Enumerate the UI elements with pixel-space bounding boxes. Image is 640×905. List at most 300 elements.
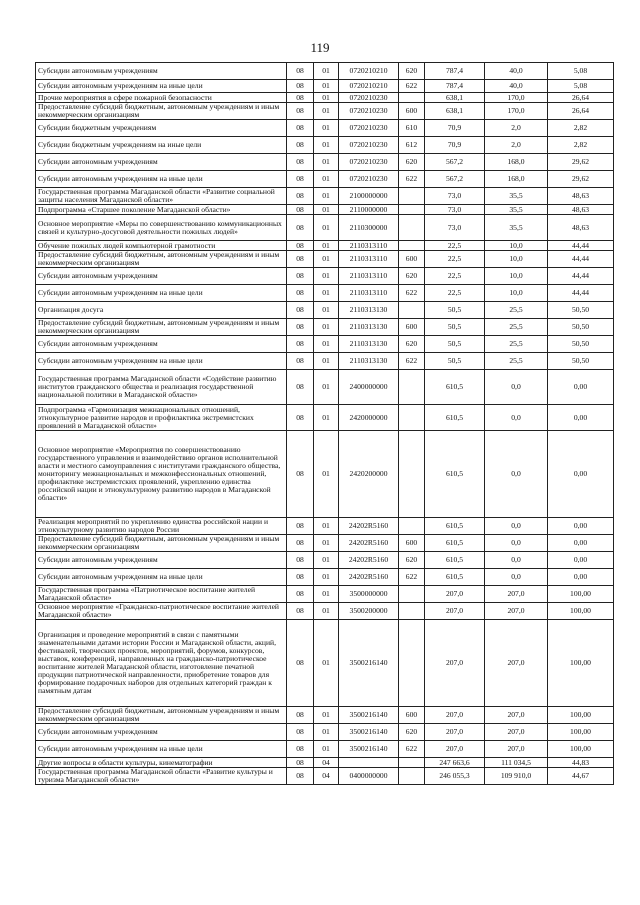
row-vr: 600 [399,707,425,724]
row-csr: 2110000000 [339,205,399,215]
row-exec: 10,0 [485,251,548,268]
row-exec: 207,0 [485,707,548,724]
row-vr: 600 [399,103,425,120]
row-pct: 0,00 [548,518,614,535]
row-name: Основное мероприятие «Меры по совершенствованию коммуникационных связей и культурно-досуговой деятельности пожилых людей» [36,215,287,241]
row-plan: 73,0 [425,205,485,215]
row-pct: 100,00 [548,603,614,620]
row-gr: 08 [287,120,314,137]
table-row [36,569,614,586]
row-pr: 01 [314,741,339,758]
row-name: Субсидии автономным учреждениям на иные цели [36,285,287,302]
row-name: Субсидии автономным учреждениям на иные цели [36,569,287,586]
row-vr: 622 [399,353,425,370]
row-exec: 0,0 [485,431,548,518]
row-vr [399,215,425,241]
row-plan: 207,0 [425,586,485,603]
table-row [36,80,614,93]
row-name: Предоставление субсидий бюджетным, автономным учреждениям и иным некоммерческим организациям [36,251,287,268]
row-exec: 25,5 [485,336,548,353]
row-pct: 44,67 [548,768,614,785]
row-pct: 100,00 [548,586,614,603]
row-pr: 01 [314,518,339,535]
row-exec: 0,0 [485,370,548,405]
row-pct: 0,00 [548,535,614,552]
row-gr: 08 [287,188,314,205]
row-csr: 24202R5160 [339,535,399,552]
row-vr: 610 [399,120,425,137]
row-vr [399,768,425,785]
row-plan: 207,0 [425,741,485,758]
row-name: Субсидии автономным учреждениям на иные цели [36,80,287,93]
row-csr: 24202R5160 [339,552,399,569]
row-vr [399,93,425,103]
row-csr: 2420200000 [339,431,399,518]
row-exec: 207,0 [485,586,548,603]
row-name: Организация досуга [36,302,287,319]
row-pct: 5,08 [548,63,614,80]
row-plan: 50,5 [425,353,485,370]
row-csr: 2110313110 [339,285,399,302]
row-vr: 620 [399,336,425,353]
row-pr: 01 [314,620,339,707]
row-name: Организация и проведение мероприятий в связи с памятными знаменательными датами истории России и Магаданской области, акций, фестивалей, творческих проектов, мероприятий, форумов, конкурсов, выставок, конференций, направленных на гражданско-патриотическое воспитание жителей Магаданской области, изготовление печатной продукции патриотической направленности, приобретение товаров для формирование подарочных наборов для отдельных категорий граждан к памятным датам [36,620,287,707]
row-gr: 08 [287,552,314,569]
row-exec: 25,5 [485,319,548,336]
row-vr: 622 [399,171,425,188]
row-pr: 01 [314,63,339,80]
row-plan: 73,0 [425,188,485,205]
row-csr: 3500216140 [339,724,399,741]
table-row [36,215,614,241]
row-pr: 01 [314,137,339,154]
row-plan: 22,5 [425,251,485,268]
table-row [36,707,614,724]
row-exec: 40,0 [485,63,548,80]
row-csr: 2110313130 [339,302,399,319]
row-pct: 50,50 [548,353,614,370]
row-gr: 08 [287,137,314,154]
row-name: Основное мероприятие «Гражданско-патриотическое воспитание жителей Магаданской области» [36,603,287,620]
row-csr: 2110313110 [339,241,399,251]
row-plan: 610,5 [425,431,485,518]
row-pr: 01 [314,120,339,137]
row-pr: 01 [314,569,339,586]
row-name: Субсидии автономным учреждениям [36,268,287,285]
row-pr: 01 [314,80,339,93]
table-row [36,620,614,707]
row-exec: 25,5 [485,302,548,319]
row-name: Субсидии автономным учреждениям [36,552,287,569]
row-plan: 50,5 [425,336,485,353]
row-pr: 01 [314,370,339,405]
row-name: Прочие мероприятия в сфере пожарной безопасности [36,93,287,103]
row-exec: 0,0 [485,535,548,552]
table-row [36,205,614,215]
row-pct: 2,82 [548,137,614,154]
row-gr: 08 [287,103,314,120]
row-pr: 01 [314,353,339,370]
row-exec: 0,0 [485,518,548,535]
row-exec: 168,0 [485,154,548,171]
row-pct: 5,08 [548,80,614,93]
row-pct: 100,00 [548,741,614,758]
row-pct: 0,00 [548,405,614,431]
row-exec: 0,0 [485,552,548,569]
table-row [36,552,614,569]
row-pr: 01 [314,188,339,205]
row-csr: 3500200000 [339,603,399,620]
table-row [36,103,614,120]
row-vr [399,188,425,205]
row-gr: 08 [287,171,314,188]
row-vr [399,620,425,707]
row-csr: 0720210230 [339,171,399,188]
row-exec: 207,0 [485,620,548,707]
row-plan: 638,1 [425,103,485,120]
row-gr: 08 [287,758,314,768]
row-csr: 3500216140 [339,707,399,724]
row-gr: 08 [287,93,314,103]
row-name: Государственная программа Магаданской области «Развитие социальной защиты населения Магаданской области» [36,188,287,205]
row-pct: 2,82 [548,120,614,137]
table-row [36,603,614,620]
row-exec: 207,0 [485,741,548,758]
row-plan: 207,0 [425,603,485,620]
row-gr: 08 [287,268,314,285]
row-csr [339,758,399,768]
row-exec: 207,0 [485,724,548,741]
row-name: Субсидии бюджетным учреждениям [36,120,287,137]
row-vr: 622 [399,80,425,93]
row-exec: 168,0 [485,171,548,188]
row-csr: 2110313130 [339,319,399,336]
row-pr: 01 [314,336,339,353]
row-name: Предоставление субсидий бюджетным, автономным учреждениям и иным некоммерческим организациям [36,103,287,120]
row-pct: 0,00 [548,431,614,518]
table-row [36,336,614,353]
row-pct: 26,64 [548,103,614,120]
row-csr: 2110313110 [339,251,399,268]
row-vr: 622 [399,741,425,758]
row-pr: 01 [314,215,339,241]
row-vr: 620 [399,63,425,80]
row-gr: 08 [287,80,314,93]
row-exec: 170,0 [485,93,548,103]
table-row [36,535,614,552]
row-name: Субсидии автономным учреждениям [36,154,287,171]
row-pct: 50,50 [548,336,614,353]
row-vr [399,370,425,405]
row-vr: 620 [399,724,425,741]
row-pr: 01 [314,405,339,431]
row-csr: 0400000000 [339,768,399,785]
row-name: Реализация мероприятий по укреплению единства российской нации и этнокультурному развитию народов России [36,518,287,535]
row-exec: 35,5 [485,188,548,205]
row-pr: 01 [314,535,339,552]
row-csr: 0720210230 [339,154,399,171]
row-vr: 612 [399,137,425,154]
row-csr: 0720210210 [339,80,399,93]
row-name: Другие вопросы в области культуры, кинематографии [36,758,287,768]
budget-table [35,62,614,785]
row-exec: 0,0 [485,405,548,431]
row-gr: 08 [287,535,314,552]
row-vr [399,205,425,215]
row-name: Предоставление субсидий бюджетным, автономным учреждениям и иным некоммерческим организациям [36,535,287,552]
row-name: Предоставление субсидий бюджетным, автономным учреждениям и иным некоммерческим организациям [36,319,287,336]
row-vr: 622 [399,285,425,302]
row-exec: 170,0 [485,103,548,120]
row-pr: 01 [314,171,339,188]
row-name: Субсидии автономным учреждениям на иные цели [36,353,287,370]
row-plan: 610,5 [425,552,485,569]
row-gr: 08 [287,336,314,353]
row-pr: 01 [314,268,339,285]
row-name: Субсидии бюджетным учреждениям на иные цели [36,137,287,154]
row-gr: 08 [287,518,314,535]
row-plan: 70,9 [425,120,485,137]
row-plan: 610,5 [425,370,485,405]
row-pct: 100,00 [548,707,614,724]
row-plan: 567,2 [425,171,485,188]
row-pr: 01 [314,241,339,251]
row-pct: 29,62 [548,154,614,171]
row-csr: 2400000000 [339,370,399,405]
row-gr: 08 [287,405,314,431]
row-pr: 04 [314,768,339,785]
row-pct: 48,63 [548,188,614,205]
row-exec: 111 034,5 [485,758,548,768]
table-row [36,93,614,103]
row-pct: 44,44 [548,285,614,302]
row-exec: 40,0 [485,80,548,93]
row-plan: 207,0 [425,707,485,724]
row-vr: 600 [399,319,425,336]
table-row [36,171,614,188]
row-exec: 0,0 [485,569,548,586]
row-pr: 01 [314,103,339,120]
table-row [36,285,614,302]
row-gr: 08 [287,586,314,603]
row-exec: 25,5 [485,353,548,370]
row-csr: 24202R5160 [339,518,399,535]
row-gr: 08 [287,370,314,405]
row-pr: 01 [314,285,339,302]
row-vr [399,586,425,603]
row-name: Обучение пожилых людей компьютерной грамотности [36,241,287,251]
row-csr: 2100000000 [339,188,399,205]
row-plan: 638,1 [425,93,485,103]
row-pct: 0,00 [548,552,614,569]
row-name: Основное мероприятие «Мероприятия по совершенствованию государственного управления и взаимодействию органов исполнительной власти и местного самоуправления с институтами гражданского общества, мониторингу межнациональных и межконфессиональных отношений, профилактике экстремистских проявлений, укреплению единства российской нации и этнокультурному развитию народов в Магаданской области» [36,431,287,518]
row-gr: 08 [287,741,314,758]
row-plan: 73,0 [425,215,485,241]
row-plan: 22,5 [425,285,485,302]
row-pct: 44,83 [548,758,614,768]
row-plan: 787,4 [425,80,485,93]
row-exec: 207,0 [485,603,548,620]
row-pr: 04 [314,758,339,768]
row-csr: 0720210230 [339,137,399,154]
row-gr: 08 [287,707,314,724]
row-gr: 08 [287,285,314,302]
row-plan: 70,9 [425,137,485,154]
row-csr: 24202R5160 [339,569,399,586]
row-csr: 3500216140 [339,741,399,758]
row-gr: 08 [287,603,314,620]
row-csr: 3500000000 [339,586,399,603]
row-vr [399,241,425,251]
row-exec: 109 910,0 [485,768,548,785]
row-csr: 2110300000 [339,215,399,241]
row-vr [399,603,425,620]
table-row [36,302,614,319]
row-plan: 247 663,6 [425,758,485,768]
row-pr: 01 [314,205,339,215]
table-row [36,120,614,137]
row-exec: 10,0 [485,241,548,251]
row-plan: 610,5 [425,535,485,552]
row-pr: 01 [314,251,339,268]
table-row [36,63,614,80]
row-name: Подпрограмма «Гармонизация межнациональных отношений, этнокультурное развитие народов и профилактика экстремистских проявлений в Магаданской области» [36,405,287,431]
row-name: Субсидии автономным учреждениям [36,724,287,741]
row-pct: 100,00 [548,724,614,741]
row-pr: 01 [314,724,339,741]
row-gr: 08 [287,569,314,586]
row-csr: 0720210230 [339,120,399,137]
row-pct: 44,44 [548,241,614,251]
table-row [36,768,614,785]
row-vr: 620 [399,268,425,285]
table-row [36,268,614,285]
row-name: Государственная программа «Патриотическое воспитание жителей Магаданской области» [36,586,287,603]
row-pr: 01 [314,302,339,319]
row-pr: 01 [314,586,339,603]
table-row [36,241,614,251]
page-number: 119 [310,40,330,55]
row-name: Субсидии автономным учреждениям [36,63,287,80]
row-gr: 08 [287,63,314,80]
row-name: Государственная программа Магаданской области «Содействие развитию институтов гражданского общества и реализация государственной национальной политики в Магаданской области» [36,370,287,405]
row-gr: 08 [287,724,314,741]
row-exec: 2,0 [485,120,548,137]
row-pct: 50,50 [548,319,614,336]
row-gr: 08 [287,154,314,171]
row-pr: 01 [314,603,339,620]
row-csr: 0720210230 [339,103,399,120]
table-row [36,370,614,405]
row-pct: 48,63 [548,205,614,215]
table-row [36,741,614,758]
row-vr: 600 [399,251,425,268]
row-vr: 620 [399,552,425,569]
row-vr [399,405,425,431]
row-plan: 610,5 [425,405,485,431]
row-plan: 567,2 [425,154,485,171]
row-name: Субсидии автономным учреждениям [36,336,287,353]
row-pct: 0,00 [548,569,614,586]
table-row [36,405,614,431]
row-pct: 26,64 [548,93,614,103]
table-row [36,586,614,603]
table-row [36,724,614,741]
row-pct: 44,44 [548,268,614,285]
row-gr: 08 [287,302,314,319]
row-pr: 01 [314,552,339,569]
row-plan: 50,5 [425,319,485,336]
row-pct: 44,44 [548,251,614,268]
row-csr: 0720210230 [339,93,399,103]
row-pr: 01 [314,431,339,518]
row-vr: 600 [399,535,425,552]
row-pr: 01 [314,93,339,103]
row-gr: 08 [287,353,314,370]
row-pct: 100,00 [548,620,614,707]
row-name: Государственная программа Магаданской области «Развитие культуры и туризма Магаданской области» [36,768,287,785]
row-gr: 08 [287,319,314,336]
row-pr: 01 [314,319,339,336]
row-name: Субсидии автономным учреждениям на иные цели [36,171,287,188]
row-csr: 2110313110 [339,268,399,285]
row-gr: 08 [287,205,314,215]
row-gr: 08 [287,620,314,707]
row-csr: 2420000000 [339,405,399,431]
table-row [36,431,614,518]
row-vr [399,518,425,535]
row-name: Субсидии автономным учреждениям на иные цели [36,741,287,758]
table-row [36,137,614,154]
row-csr: 2110313130 [339,353,399,370]
row-vr [399,758,425,768]
row-plan: 207,0 [425,724,485,741]
row-exec: 10,0 [485,268,548,285]
row-csr: 3500216140 [339,620,399,707]
row-vr: 622 [399,569,425,586]
row-exec: 2,0 [485,137,548,154]
row-name: Предоставление субсидий бюджетным, автономным учреждениям и иным некоммерческим организациям [36,707,287,724]
row-vr [399,302,425,319]
row-pr: 01 [314,707,339,724]
table-row [36,251,614,268]
row-exec: 10,0 [485,285,548,302]
row-pr: 01 [314,154,339,171]
table-row [36,758,614,768]
table-row [36,154,614,171]
row-gr: 08 [287,251,314,268]
table-row [36,353,614,370]
row-plan: 787,4 [425,63,485,80]
row-pct: 48,63 [548,215,614,241]
table-body [36,63,614,785]
row-name: Подпрограмма «Старшее поколение Магаданской области» [36,205,287,215]
row-csr: 0720210210 [339,63,399,80]
row-pct: 0,00 [548,370,614,405]
row-pct: 29,62 [548,171,614,188]
row-plan: 207,0 [425,620,485,707]
row-vr [399,431,425,518]
row-plan: 22,5 [425,241,485,251]
row-pct: 50,50 [548,302,614,319]
row-exec: 35,5 [485,215,548,241]
row-exec: 35,5 [485,205,548,215]
row-vr: 620 [399,154,425,171]
row-gr: 08 [287,768,314,785]
table-row [36,518,614,535]
table-row [36,188,614,205]
table-row [36,319,614,336]
